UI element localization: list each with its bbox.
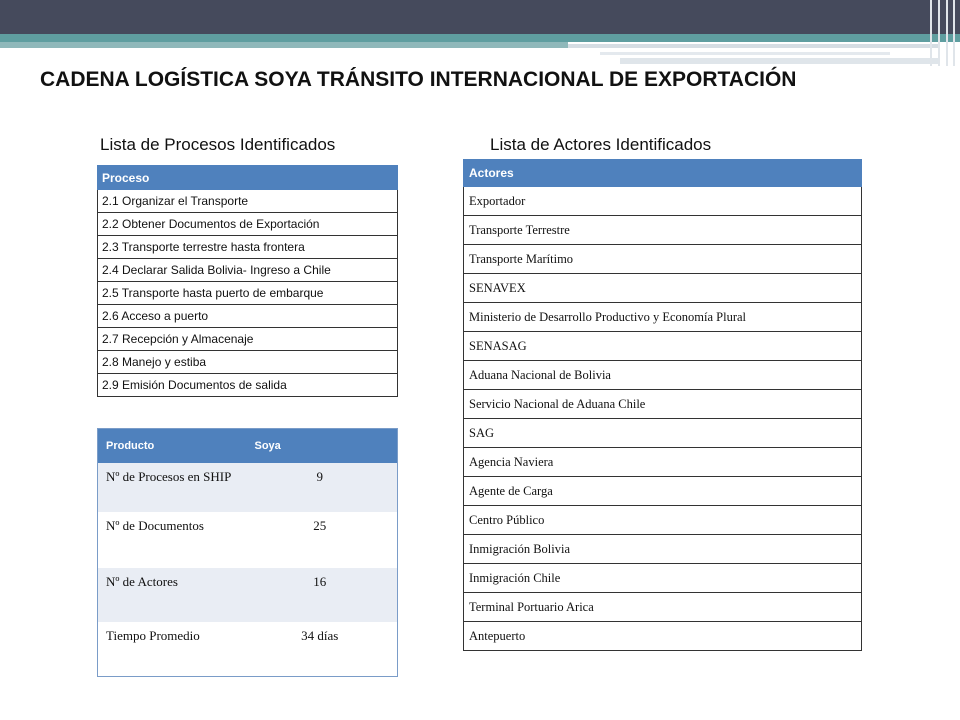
table-row: Transporte Marítimo xyxy=(464,245,862,274)
resumen-label: Nº de Actores xyxy=(98,568,243,622)
decor-bar xyxy=(568,44,940,48)
table-row: SAG xyxy=(464,419,862,448)
resumen-header-soya: Soya xyxy=(243,429,398,463)
actores-subtitle: Lista de Actores Identificados xyxy=(490,135,712,154)
table-row: Aduana Nacional de Bolivia xyxy=(464,361,862,390)
table-row: SENAVEX xyxy=(464,274,862,303)
table-row: 2.4 Declarar Salida Bolivia- Ingreso a Chile xyxy=(98,259,398,282)
table-row: Agencia Naviera xyxy=(464,448,862,477)
table-row: 2.5 Transporte hasta puerto de embarque xyxy=(98,282,398,305)
table-row: SENASAG xyxy=(464,332,862,361)
table-row: Antepuerto xyxy=(464,622,862,651)
resumen-label: Nº de Documentos xyxy=(98,512,243,568)
table-row: Inmigración Bolivia xyxy=(464,535,862,564)
decor-bar xyxy=(600,52,890,55)
resumen-header-producto: Producto xyxy=(98,429,243,463)
table-row: 2.7 Recepción y Almacenaje xyxy=(98,328,398,351)
table-row: Terminal Portuario Arica xyxy=(464,593,862,622)
table-row: Agente de Carga xyxy=(464,477,862,506)
table-row: 2.3 Transporte terrestre hasta frontera xyxy=(98,236,398,259)
procesos-header: Proceso xyxy=(98,166,398,190)
resumen-label: Tiempo Promedio xyxy=(98,622,243,677)
accent-stripe xyxy=(0,34,960,42)
table-row: 2.9 Emisión Documentos de salida xyxy=(98,374,398,397)
table-row: Ministerio de Desarrollo Productivo y Economía Plural xyxy=(464,303,862,332)
resumen-value: 9 xyxy=(243,463,398,512)
actores-header: Actores xyxy=(464,160,862,187)
table-row: 2.1 Organizar el Transporte xyxy=(98,190,398,213)
table-row: Transporte Terrestre xyxy=(464,216,862,245)
table-row: 2.8 Manejo y estiba xyxy=(98,351,398,374)
table-row: Inmigración Chile xyxy=(464,564,862,593)
table-row: 2.6 Acceso a puerto xyxy=(98,305,398,328)
decor-line xyxy=(946,0,948,66)
resumen-label: Nº de Procesos en SHIP xyxy=(98,463,243,512)
page-title: CADENA LOGÍSTICA SOYA TRÁNSITO INTERNACIONAL DE EXPORTACIÓN xyxy=(40,68,797,91)
procesos-table xyxy=(97,165,398,397)
header-bar xyxy=(0,0,960,34)
table-row: 2.2 Obtener Documentos de Exportación xyxy=(98,213,398,236)
resumen-value: 34 días xyxy=(243,622,398,677)
actores-table xyxy=(463,159,862,651)
accent-stripe-light xyxy=(0,42,568,48)
table-row: Centro Público xyxy=(464,506,862,535)
procesos-subtitle: Lista de Procesos Identificados xyxy=(100,135,336,154)
resumen-value: 25 xyxy=(243,512,398,568)
resumen-table xyxy=(97,428,398,677)
resumen-value: 16 xyxy=(243,568,398,622)
decor-line xyxy=(930,0,932,66)
table-row: Servicio Nacional de Aduana Chile xyxy=(464,390,862,419)
decor-bar xyxy=(620,58,938,64)
decor-line xyxy=(953,0,955,66)
table-row: Exportador xyxy=(464,187,862,216)
decor-line xyxy=(938,0,940,66)
